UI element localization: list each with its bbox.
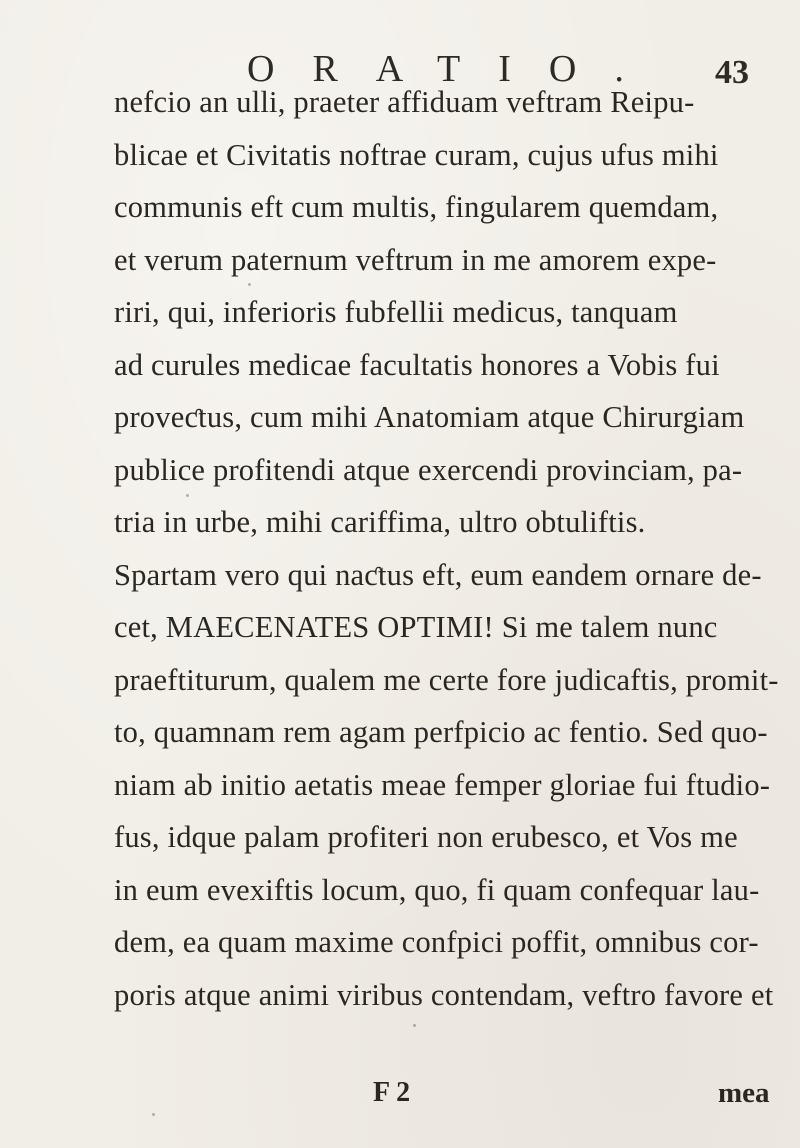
paper-speck	[413, 1024, 416, 1027]
text-line: dem, ea quam maxime confpici poffit, omnibus cor-	[114, 925, 759, 959]
paper-speck	[248, 283, 251, 286]
text-line: fus, idque palam profiteri non erubesco, et Vos me	[114, 820, 738, 854]
running-title: ORATIO.	[247, 48, 662, 90]
paper-speck	[186, 494, 189, 497]
signature-mark: F 2	[373, 1077, 411, 1108]
text-line: proveƈtus, cum mihi Anatomiam atque Chirurgiam	[114, 400, 745, 434]
text-line: tria in urbe, mihi cariffima, ultro obtuliftis.	[114, 505, 646, 539]
text-line: in eum evexiftis locum, quo, fi quam confequar lau-	[114, 872, 760, 907]
text-line: poris atque animi viribus contendam, veftro favore et	[114, 977, 774, 1012]
text-line: to, quamnam rem agam perfpicio ac fentio. Sed quo-	[114, 715, 768, 749]
text-line: riri, qui, inferioris fubfellii medicus, tanquam	[114, 295, 678, 329]
page-number: 43	[715, 54, 749, 91]
text-line: publice profitendi atque exercendi provinciam, pa-	[114, 452, 743, 487]
text-line: ad curules medicae facultatis honores a Vobis fui	[114, 347, 720, 382]
text-line: blicae et Civitatis noftrae curam, cujus ufus mihi	[114, 137, 719, 172]
catchword: mea	[718, 1077, 770, 1109]
paragraph-start-line: Spartam vero qui naƈtus eft, eum eandem ornare de-	[114, 557, 762, 592]
text-line: et verum paternum veftrum in me amorem expe-	[114, 242, 717, 277]
text-line: niam ab initio aetatis meae femper gloriae fui ftudio-	[114, 767, 771, 802]
page-footer	[0, 1073, 800, 1113]
body-text	[114, 76, 794, 1021]
text-line: cet, MAECENATES OPTIMI! Si me talem nunc	[114, 610, 718, 644]
text-line: praeftiturum, qualem me certe fore judicaftis, promit-	[114, 662, 779, 697]
text-line: nefcio an ulli, praeter affiduam veftram Reipu-	[114, 85, 695, 119]
text-line: communis eft cum multis, fingularem quemdam,	[114, 190, 719, 224]
paper-speck	[152, 1113, 155, 1116]
